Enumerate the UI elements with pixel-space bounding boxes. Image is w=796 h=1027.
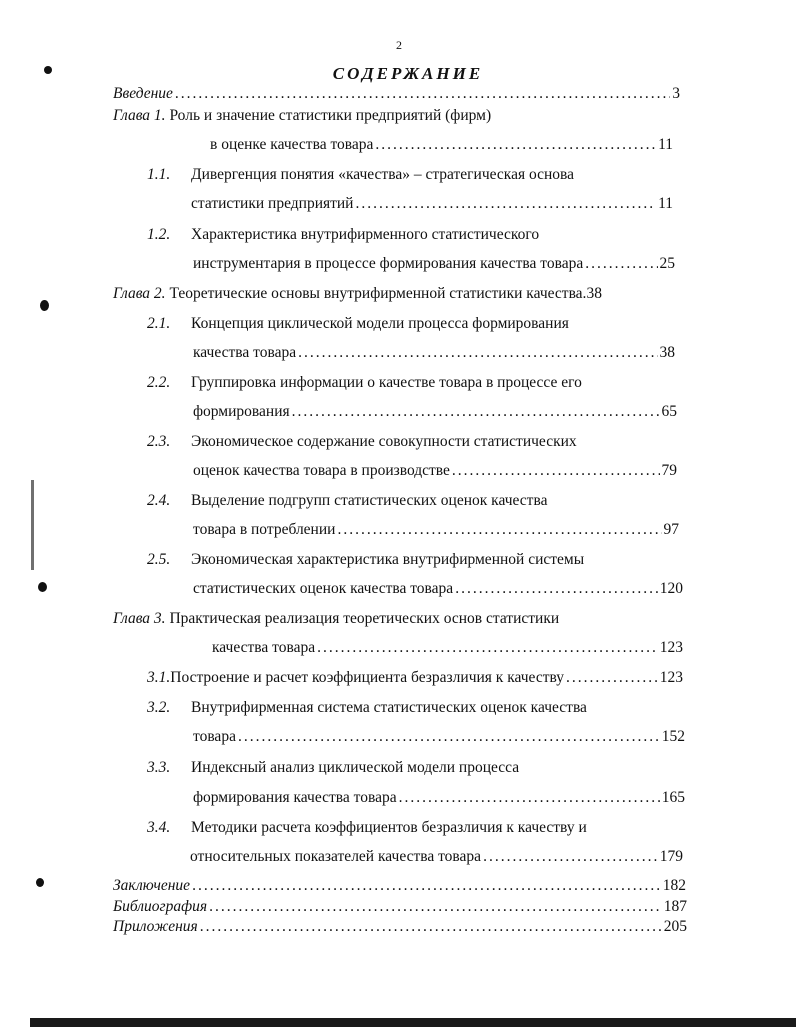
punch-hole-mark <box>36 878 44 887</box>
chapter-title-cont: качества товара <box>212 639 316 656</box>
section-title: Выделение подгрупп статистических оценок качества <box>191 492 548 509</box>
toc-section-2-5 <box>147 550 584 570</box>
toc-section-3-2 <box>147 698 587 718</box>
section-title: Экономическая характеристика внутрифирменной системы <box>191 551 585 568</box>
section-title-cont: товара в потреблении <box>193 521 336 538</box>
leader-dots <box>292 402 660 422</box>
toc-section-1-2-cont <box>193 254 675 274</box>
toc-page: 120 <box>659 580 683 597</box>
section-title-cont: оценок качества товара в производстве <box>193 462 450 479</box>
toc-section-2-1 <box>147 314 569 334</box>
leader-dots <box>585 254 657 274</box>
toc-section-3-3 <box>147 758 519 778</box>
section-title: Внутрифирменная система статистических оценок качества <box>191 699 587 716</box>
toc-page: 79 <box>661 462 677 479</box>
leader-dots <box>200 917 662 937</box>
section-title: Характеристика внутрифирменного статистического <box>191 226 540 243</box>
punch-hole-mark <box>38 582 47 592</box>
leader-dots <box>238 727 660 747</box>
toc-entry-appendices <box>113 917 687 937</box>
section-number: 3.1. <box>147 669 171 686</box>
toc-label: Библиография <box>113 898 208 915</box>
section-number: 3.2. <box>147 699 171 716</box>
section-number: 3.4. <box>147 819 171 836</box>
section-title-cont: относительных показателей качества товара <box>190 848 482 865</box>
leader-dots <box>355 194 656 214</box>
leader-dots <box>192 876 661 896</box>
toc-page: 3 <box>672 85 680 102</box>
section-number: 1.1. <box>147 166 171 183</box>
toc-chapter-3-cont <box>212 638 683 658</box>
leader-dots <box>455 579 658 599</box>
section-number: 2.1. <box>147 315 171 332</box>
punch-hole-mark <box>44 66 52 74</box>
section-title: Дивергенция понятия «качества» – стратегическая основа <box>191 166 575 183</box>
toc-section-3-2-cont <box>193 727 685 747</box>
toc-chapter-2 <box>113 284 673 304</box>
toc-section-2-2 <box>147 373 582 393</box>
section-title: Группировка информации о качестве товара в процессе его <box>191 374 582 391</box>
toc-page: 123 <box>659 639 683 656</box>
toc-section-2-3 <box>147 432 577 452</box>
leader-dots <box>483 847 658 867</box>
section-title-cont: статистических оценок качества товара <box>193 580 454 597</box>
section-title: Индексный анализ циклической модели процесса <box>191 759 520 776</box>
page-number: 2 <box>396 38 402 52</box>
leader-dots <box>175 84 670 104</box>
chapter-title: Роль и значение статистики предприятий (фирм) <box>169 107 492 124</box>
leader-dots <box>566 668 658 688</box>
toc-page: 152 <box>661 728 685 745</box>
toc-section-3-1 <box>147 668 683 688</box>
punch-hole-mark <box>40 300 49 311</box>
toc-page: 25 <box>659 255 675 272</box>
section-title: Методики расчета коэффициентов безразличия к качеству и <box>191 819 587 836</box>
section-number: 2.5. <box>147 551 171 568</box>
leader-dots <box>375 135 656 155</box>
toc-section-3-4-cont <box>190 847 683 867</box>
toc-page: 65 <box>661 403 677 420</box>
toc-page: 11 <box>658 195 673 212</box>
toc-section-2-3-cont <box>193 461 677 481</box>
toc-page: 11 <box>658 136 673 153</box>
toc-section-2-4 <box>147 491 547 511</box>
section-title-cont: формирования качества товара <box>193 789 397 806</box>
toc-page: 38 <box>586 285 602 302</box>
toc-page: 97 <box>663 521 679 538</box>
section-number: 1.2. <box>147 226 171 243</box>
section-title-cont: статистики предприятий <box>191 195 354 212</box>
section-title: Построение и расчет коэффициента безразличия к качеству <box>170 669 565 686</box>
toc-chapter-1 <box>113 106 491 126</box>
page-title: СОДЕРЖАНИЕ <box>332 64 484 83</box>
toc-entry-intro <box>113 84 680 104</box>
leader-dots <box>452 461 660 481</box>
section-title-cont: инструментария в процессе формирования качества товара <box>193 255 584 272</box>
chapter-label: Глава 2. <box>113 285 166 302</box>
section-title-cont: формирования <box>193 403 290 420</box>
toc-page: 165 <box>661 789 685 806</box>
section-number: 2.3. <box>147 433 171 450</box>
section-title: Концепция циклической модели процесса формирования <box>191 315 569 332</box>
chapter-title: Теоретические основы внутрифирменной статистики качества. <box>169 285 587 302</box>
leader-dots <box>298 343 657 363</box>
toc-chapter-1-cont <box>210 135 673 155</box>
scan-bottom-edge <box>30 1018 796 1027</box>
chapter-title-cont: в оценке качества товара <box>210 136 374 153</box>
toc-label: Введение <box>113 85 173 102</box>
leader-dots <box>317 638 658 658</box>
toc-section-3-3-cont <box>193 788 685 808</box>
toc-section-3-4 <box>147 818 587 838</box>
toc-entry-bibliography <box>113 897 687 917</box>
toc-page: 182 <box>662 877 686 894</box>
section-number: 2.2. <box>147 374 171 391</box>
section-number: 3.3. <box>147 759 171 776</box>
section-number: 2.4. <box>147 492 171 509</box>
section-title: Экономическое содержание совокупности статистических <box>191 433 577 450</box>
toc-section-1-1-cont <box>191 194 673 214</box>
toc-section-2-1-cont <box>193 343 675 363</box>
toc-page: 205 <box>663 918 687 935</box>
toc-label: Приложения <box>113 918 198 935</box>
toc-section-2-2-cont <box>193 402 677 422</box>
section-title-cont: качества товара <box>193 344 297 361</box>
section-title-cont: товара <box>193 728 236 745</box>
toc-chapter-3 <box>113 609 559 629</box>
toc-page: 179 <box>659 848 683 865</box>
toc-section-2-5-cont <box>193 579 683 599</box>
toc-page: 187 <box>663 898 687 915</box>
toc-entry-conclusion <box>113 876 686 896</box>
leader-dots <box>209 897 662 917</box>
toc-label: Заключение <box>113 877 191 894</box>
toc-page: 38 <box>659 344 675 361</box>
toc-section-2-4-cont <box>193 520 679 540</box>
toc-section-1-1 <box>147 165 574 185</box>
leader-dots <box>399 788 660 808</box>
chapter-title: Практическая реализация теоретических основ статистики <box>169 610 560 627</box>
toc-page: 123 <box>659 669 683 686</box>
scan-edge-mark <box>31 480 34 570</box>
leader-dots <box>337 520 661 540</box>
chapter-label: Глава 3. <box>113 610 166 627</box>
toc-section-1-2 <box>147 225 539 245</box>
chapter-label: Глава 1. <box>113 107 166 124</box>
